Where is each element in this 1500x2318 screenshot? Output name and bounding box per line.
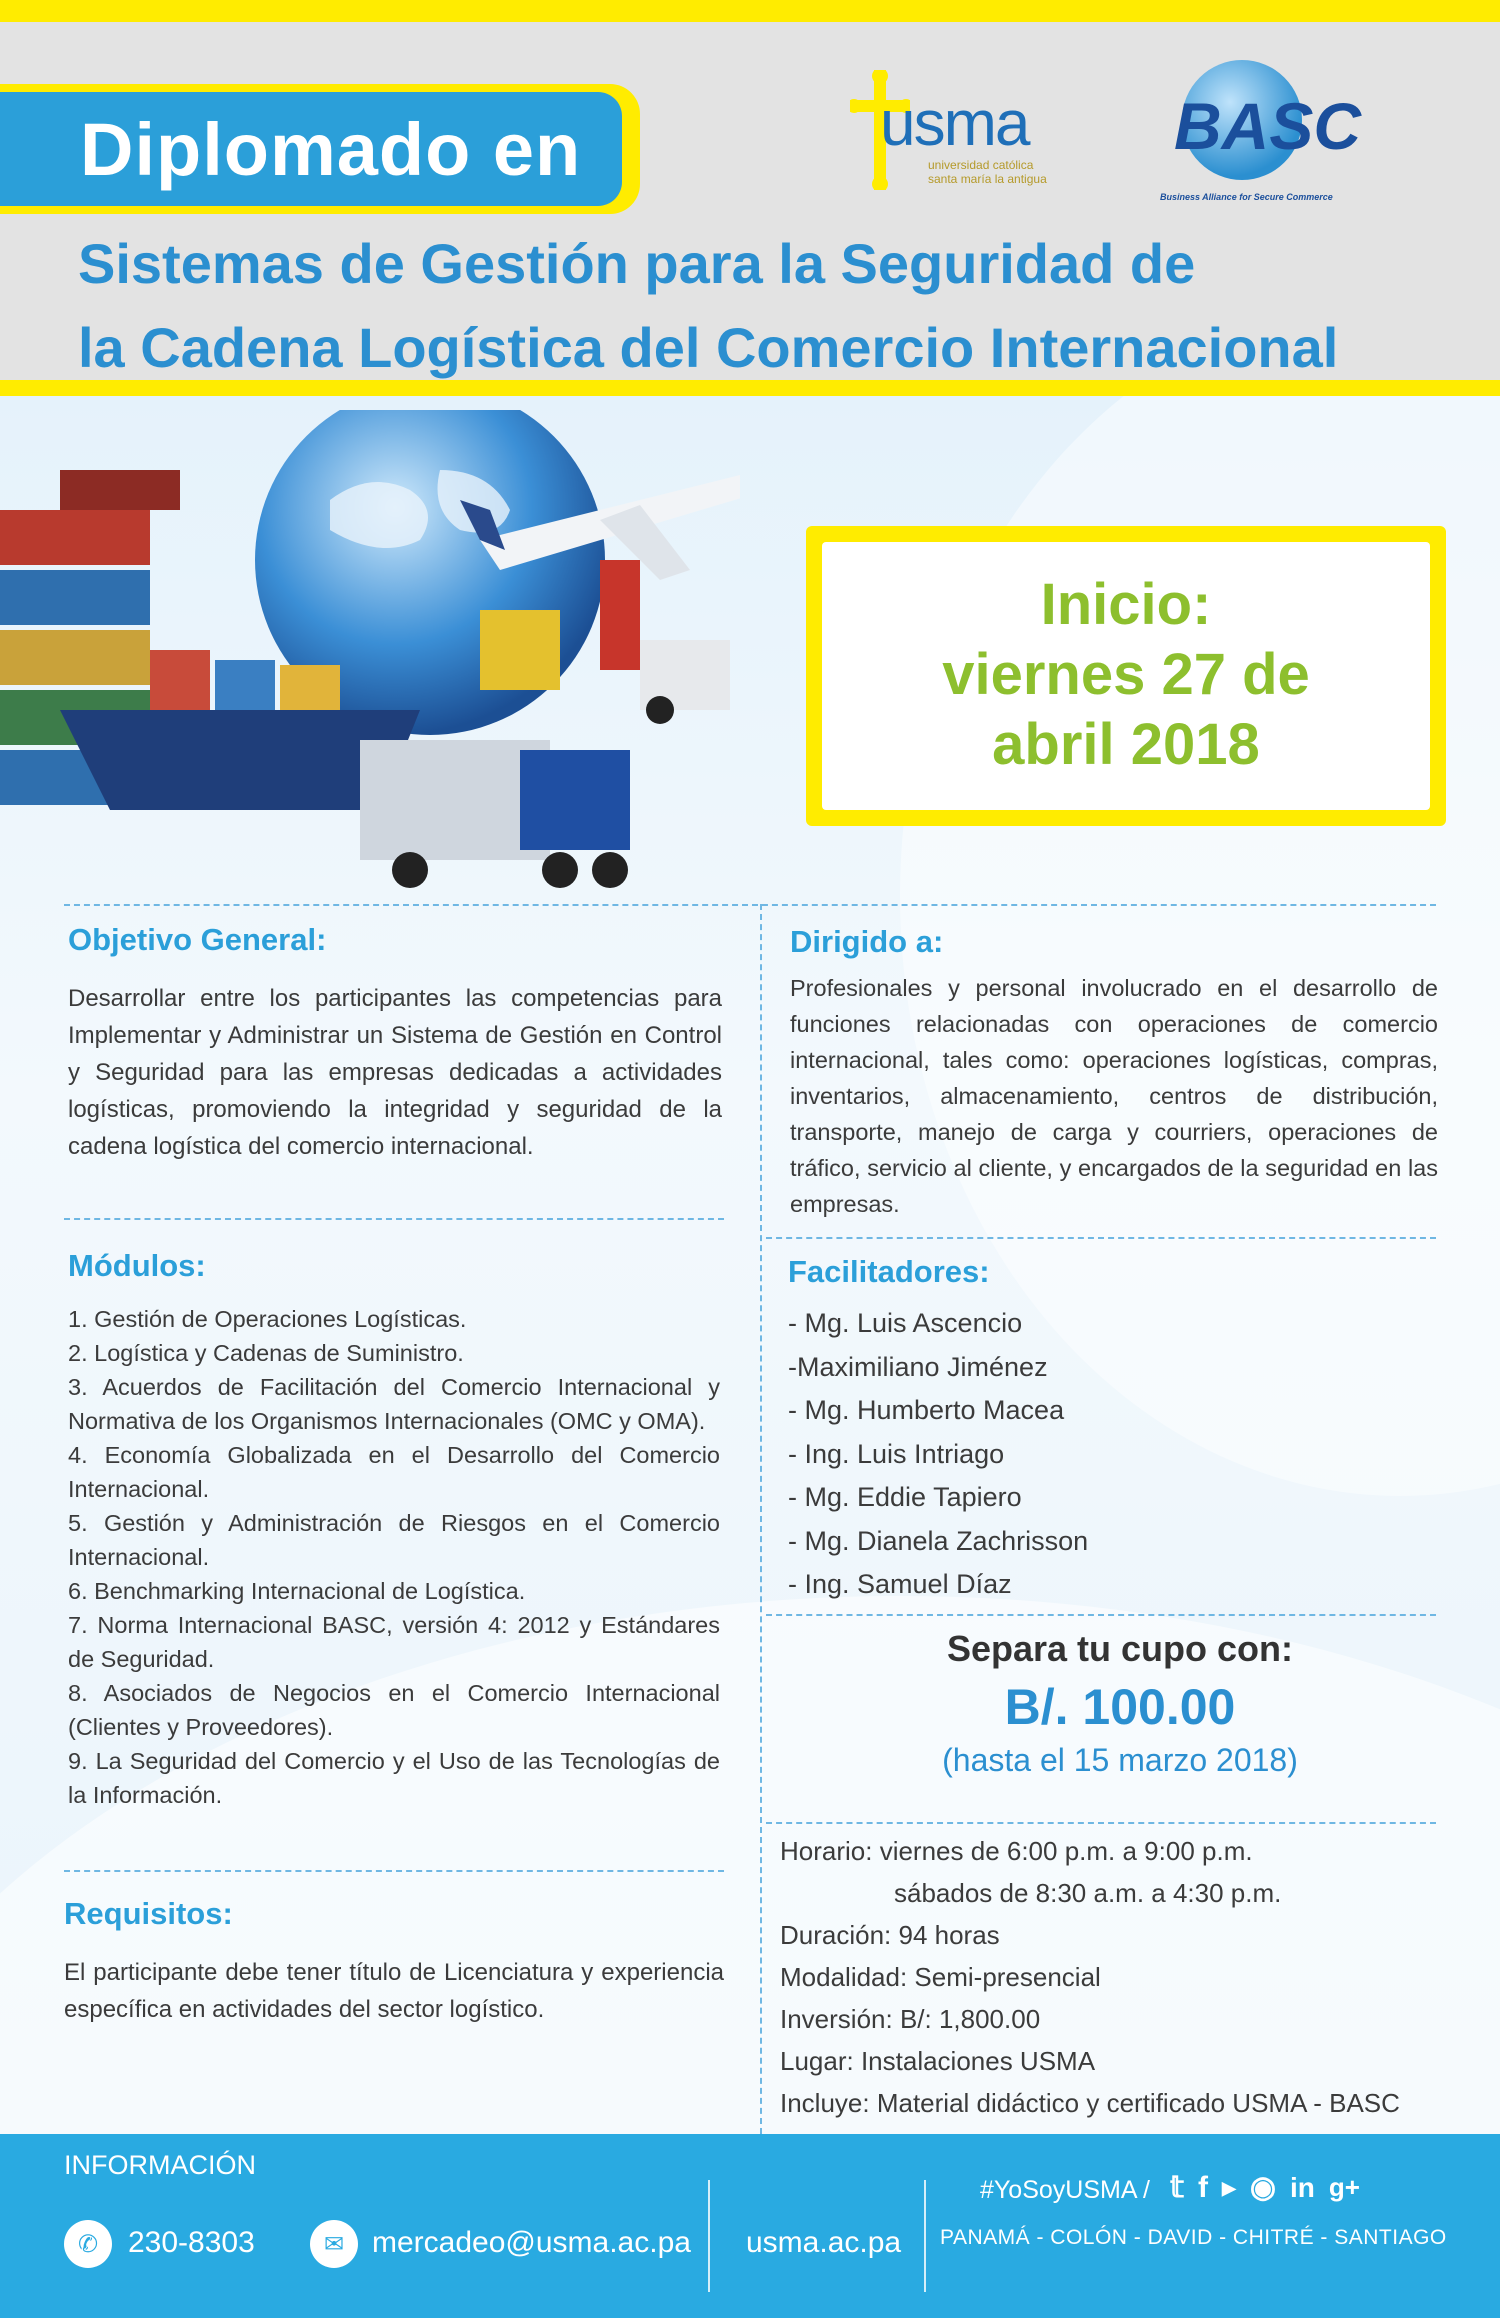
footer bbox=[0, 2134, 1500, 2318]
start-date-line2: abril 2018 bbox=[992, 712, 1260, 777]
usma-logo-word: usma bbox=[880, 87, 1029, 159]
subtitle-line-1: Sistemas de Gestión para la Seguridad de bbox=[78, 232, 1196, 295]
hashtag: #YoSoyUSMA / bbox=[980, 2176, 1151, 2204]
list-item: 1. Gestión de Operaciones Logísticas. bbox=[68, 1306, 467, 1332]
list-item: - Mg. Eddie Tapiero bbox=[788, 1482, 1022, 1512]
info-label: INFORMACIÓN bbox=[64, 2150, 256, 2180]
email-icon: ✉ bbox=[310, 2220, 358, 2268]
email-address[interactable]: mercadeo@usma.ac.pa bbox=[372, 2226, 691, 2259]
reservation-deadline: (hasta el 15 marzo 2018) bbox=[942, 1742, 1298, 1778]
social-links bbox=[1170, 2170, 1360, 2205]
reservation-box bbox=[760, 1628, 1480, 1779]
start-date-box bbox=[822, 542, 1430, 810]
basc-logo bbox=[1160, 60, 1362, 210]
divider bbox=[766, 1822, 1436, 1824]
top-yellow-stripe bbox=[0, 0, 1500, 22]
usma-logo-sub1: universidad católica bbox=[928, 158, 1034, 172]
footer-separator bbox=[708, 2180, 710, 2292]
usma-logo-sub2: santa maría la antigua bbox=[928, 172, 1047, 186]
list-item: 3. Acuerdos de Facilitación del Comercio Internacional y Normativa de los Organismos Internacionales (OMC y OMA). bbox=[68, 1374, 720, 1434]
start-date-line1: viernes 27 de bbox=[942, 642, 1310, 707]
phone-number[interactable]: 230-8303 bbox=[128, 2226, 255, 2259]
usma-logo bbox=[850, 60, 1080, 190]
investment: Inversión: B/: 1,800.00 bbox=[780, 2004, 1041, 2034]
list-item: - Mg. Luis Ascencio bbox=[788, 1308, 1023, 1338]
schedule-line-2: sábados de 8:30 a.m. a 4:30 p.m. bbox=[894, 1878, 1282, 1908]
includes: Incluye: Material didáctico y certificado USMA - BASC bbox=[780, 2088, 1400, 2118]
googleplus-icon[interactable]: g+ bbox=[1328, 2172, 1360, 2202]
list-item: 7. Norma Internacional BASC, versión 4: 2012 y Estándares de Seguridad. bbox=[68, 1612, 720, 1672]
list-item: 9. La Seguridad del Comercio y el Uso de las Tecnologías de la Información. bbox=[68, 1748, 720, 1808]
duration: Duración: 94 horas bbox=[780, 1920, 1000, 1950]
divider bbox=[766, 1614, 1436, 1616]
reservation-amount: B/. 100.00 bbox=[1004, 1679, 1236, 1735]
instagram-icon[interactable]: ◉ bbox=[1249, 2171, 1276, 2204]
truck bbox=[360, 740, 630, 888]
audience-text: Profesionales y personal involucrado en el desarrollo de funciones relacionadas con operaciones de comercio internacional, tales como: operaciones logísticas, compras, inventarios, almacenamiento, centros de distribución, transporte, manejo de carga y courriers, operaciones de tráfico, servicio al cliente, y encargados de la seguridad en las empresas. bbox=[790, 975, 1438, 1217]
campus-cities: PANAMÁ - COLÓN - DAVID - CHITRÉ - SANTIAGO bbox=[940, 2226, 1447, 2249]
basc-logo-word: BASC bbox=[1174, 89, 1362, 163]
footer-separator bbox=[924, 2180, 926, 2292]
facilitators-heading: Facilitadores: bbox=[788, 1254, 990, 1289]
crane-truck bbox=[600, 560, 730, 724]
location: Lugar: Instalaciones USMA bbox=[780, 2046, 1096, 2076]
list-item: 5. Gestión y Administración de Riesgos en el Comercio Internacional. bbox=[68, 1510, 720, 1570]
subtitle-line-2: la Cadena Logística del Comercio Internacional bbox=[78, 316, 1339, 379]
facilitators-list bbox=[788, 1302, 1428, 1607]
divider bbox=[64, 1218, 724, 1220]
title-tab bbox=[0, 92, 622, 206]
linkedin-icon[interactable]: in bbox=[1290, 2171, 1315, 2203]
modules-list bbox=[68, 1302, 720, 1812]
website-link[interactable]: usma.ac.pa bbox=[746, 2226, 902, 2259]
basc-logo-tagline: Business Alliance for Secure Commerce bbox=[1160, 192, 1333, 202]
usma-logo-subtext bbox=[928, 158, 1047, 186]
facebook-icon[interactable]: f bbox=[1197, 2170, 1208, 2204]
list-item: 2. Logística y Cadenas de Suministro. bbox=[68, 1340, 464, 1366]
reservation-label: Separa tu cupo con: bbox=[946, 1628, 1294, 1669]
list-item: - Mg. Humberto Macea bbox=[788, 1395, 1065, 1425]
list-item: - Ing. Luis Intriago bbox=[788, 1438, 1005, 1469]
divider bbox=[64, 1870, 724, 1872]
schedule-line-1: Horario: viernes de 6:00 p.m. a 9:00 p.m. bbox=[780, 1836, 1253, 1866]
objective-heading: Objetivo General: bbox=[68, 922, 327, 957]
list-item: 8. Asociados de Negocios en el Comercio Internacional (Clientes y Proveedores). bbox=[68, 1680, 720, 1740]
logistics-illustration bbox=[0, 410, 740, 890]
list-item: 6. Benchmarking Internacional de Logística. bbox=[68, 1578, 526, 1604]
requirements-text: El participante debe tener título de Licenciatura y experiencia específica en actividades del sector logístico. bbox=[64, 1959, 724, 2023]
program-subtitle bbox=[78, 222, 1458, 390]
list-item: - Mg. Dianela Zachrisson bbox=[788, 1525, 1089, 1556]
divider bbox=[64, 904, 1436, 906]
column-divider bbox=[760, 904, 762, 2134]
divider bbox=[766, 1237, 1436, 1239]
objective-text: Desarrollar entre los participantes las competencias para Implementar y Administrar un Sistema de Gestión en Control y Seguridad para las empresas dedicadas a actividades logísticas, promoviendo la integridad y seguridad de la cadena logística del comercio internacional. bbox=[68, 985, 722, 1160]
page-title: Diplomado en bbox=[80, 107, 582, 191]
list-item: 4. Economía Globalizada en el Desarrollo del Comercio Internacional. bbox=[68, 1442, 720, 1502]
course-details bbox=[780, 1830, 1480, 2124]
twitter-icon[interactable]: 𝕥 bbox=[1170, 2171, 1184, 2204]
modality: Modalidad: Semi-presencial bbox=[780, 1962, 1101, 1992]
audience-heading: Dirigido a: bbox=[790, 924, 944, 959]
modules-heading: Módulos: bbox=[68, 1248, 206, 1283]
start-label: Inicio: bbox=[1040, 572, 1212, 637]
youtube-icon[interactable]: ▶ bbox=[1221, 2177, 1236, 2198]
list-item: - Ing. Samuel Díaz bbox=[788, 1569, 1012, 1599]
requirements-heading: Requisitos: bbox=[64, 1896, 233, 1931]
list-item: -Maximiliano Jiménez bbox=[788, 1351, 1048, 1382]
phone-icon: ✆ bbox=[64, 2220, 112, 2268]
